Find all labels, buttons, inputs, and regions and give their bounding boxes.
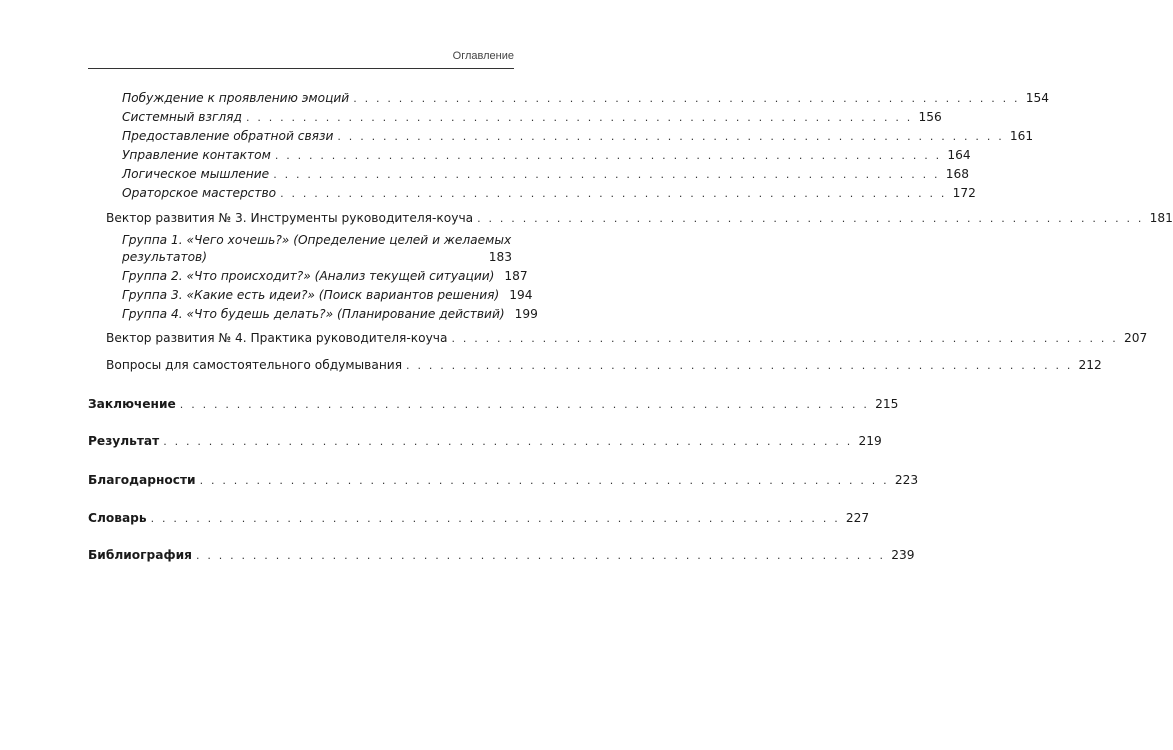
toc-entry-label: Ораторское мастерство — [122, 186, 277, 200]
toc-entry[interactable] — [88, 396, 899, 413]
toc-entry[interactable] — [122, 90, 1049, 107]
toc-page-number: 164 — [947, 148, 971, 162]
toc-entry-label: Заключение — [88, 397, 176, 411]
toc-entry-label: Группа 4. «Что будешь делать?» (Планирование действий) — [122, 307, 505, 321]
toc-entry[interactable] — [106, 357, 1102, 374]
toc-page-number: 227 — [845, 511, 870, 525]
toc-leader-dots: . . . . . . . . . . . . . . . . . . . . . . . . . . . . . . . . . . . . . . . . . . . . . . . . . . . . . . . . . . . . . — [199, 474, 889, 487]
toc-entry[interactable] — [122, 128, 1034, 145]
toc-page-number: 156 — [918, 110, 942, 124]
toc-leader-dots: . . . . . . . . . . . . . . . . . . . . . . . . . . . . . . . . . . . . . . . . . . . . . . . . . . . . . . . . . . . — [245, 111, 913, 124]
toc-entry-label: Управление контактом — [122, 148, 271, 162]
toc-entry[interactable] — [122, 268, 528, 285]
toc-page-number: 161 — [1009, 129, 1034, 143]
toc-entry[interactable] — [122, 306, 538, 323]
toc-entry-label-line1[interactable]: Группа 1. «Чего хочешь?» (Определение целей и желаемых — [122, 233, 512, 247]
toc-entry-label: результатов) — [122, 250, 207, 264]
toc-page-number: 172 — [952, 186, 976, 200]
toc-entry-label: Вектор развития № 3. Инструменты руководителя-коуча — [106, 211, 474, 225]
toc-entry[interactable] — [88, 433, 882, 450]
toc-page-number: 194 — [509, 288, 533, 302]
toc-page-number: 207 — [1123, 331, 1148, 345]
toc-leader-dots: . . . . . . . . . . . . . . . . . . . . . . . . . . . . . . . . . . . . . . . . . . . . . . . . . . . . . . . . . . . — [477, 212, 1144, 225]
toc-leader-dots: . . . . . . . . . . . . . . . . . . . . . . . . . . . . . . . . . . . . . . . . . . . . . . . . . . . . . . . . . . . — [451, 332, 1118, 345]
toc-leader-dots: . . . . . . . . . . . . . . . . . . . . . . . . . . . . . . . . . . . . . . . . . . . . . . . . . . . . . . . . . . . . . — [179, 398, 870, 411]
toc-page-number: 239 — [891, 548, 915, 562]
toc-page-number: 199 — [514, 307, 538, 321]
toc-entry[interactable] — [106, 210, 1173, 227]
toc-entry-label: Предоставление обратной связи — [122, 129, 334, 143]
toc-entry-label: Группа 2. «Что происходит?» (Анализ текущей ситуации) — [122, 269, 495, 283]
toc-entry[interactable] — [88, 547, 915, 564]
toc-entry-label: Словарь — [88, 511, 147, 525]
toc-leader-dots: . . . . . . . . . . . . . . . . . . . . . . . . . . . . . . . . . . . . . . . . . . . . . . . . . . . . . . . . . . . — [274, 149, 942, 162]
toc-leader-dots: . . . . . . . . . . . . . . . . . . . . . . . . . . . . . . . . . . . . . . . . . . . . . . . . . . . . . . . . . . . . . — [163, 435, 853, 448]
toc-entry[interactable] — [122, 185, 976, 202]
toc-entry[interactable] — [122, 109, 942, 126]
toc-entry-label: Благодарности — [88, 473, 196, 487]
toc-page-number: 219 — [858, 434, 882, 448]
toc-entry[interactable] — [122, 147, 971, 164]
header-rule — [88, 68, 514, 69]
toc-leader-dots: . . . . . . . . . . . . . . . . . . . . . . . . . . . . . . . . . . . . . . . . . . . . . . . . . . . . . . . . . . . — [406, 359, 1073, 372]
toc-leader-dots: . . . . . . . . . . . . . . . . . . . . . . . . . . . . . . . . . . . . . . . . . . . . . . . . . . . . . . . . . . . — [280, 187, 947, 200]
toc-leader-dots: . . . . . . . . . . . . . . . . . . . . . . . . . . . . . . . . . . . . . . . . . . . . . . . . . . . . . . . . . . . — [337, 130, 1004, 143]
toc-entry-label: Библиография — [88, 548, 192, 562]
toc-entry-label: Группа 3. «Какие есть идеи?» (Поиск вариантов решения) — [122, 288, 500, 302]
toc-page-number: 212 — [1078, 358, 1102, 372]
toc-entry-label: Результат — [88, 434, 160, 448]
toc-leader-dots: . . . . . . . . . . . . . . . . . . . . . . . . . . . . . . . . . . . . . . . . . . . . . . . . . . . . . . . . . . . — [353, 92, 1020, 105]
toc-entry-label: Логическое мышление — [122, 167, 270, 181]
toc-page-number: 215 — [875, 397, 899, 411]
toc-leader-dots: . . . . . . . . . . . . . . . . . . . . . . . . . . . . . . . . . . . . . . . . . . . . . . . . . . . . . . . . . . . . . — [150, 512, 840, 525]
running-header: Оглавление — [452, 50, 514, 62]
toc-page-number: 181 — [1149, 211, 1173, 225]
toc-entry[interactable] — [122, 287, 533, 304]
toc-page-number: 168 — [945, 167, 969, 181]
toc-entry[interactable] — [106, 330, 1148, 347]
toc-entry[interactable] — [122, 166, 969, 183]
toc-entry-label: Побуждение к проявлению эмоций — [122, 91, 350, 105]
toc-page-number: 187 — [504, 269, 528, 283]
toc-entry-label: Вектор развития № 4. Практика руководителя-коуча — [106, 331, 448, 345]
toc-entry[interactable] — [122, 249, 512, 266]
toc-page-number: 183 — [488, 250, 512, 264]
toc-leader-dots: . . . . . . . . . . . . . . . . . . . . . . . . . . . . . . . . . . . . . . . . . . . . . . . . . . . . . . . . . . . — [273, 168, 940, 181]
toc-entry-label: Вопросы для самостоятельного обдумывания — [106, 358, 403, 372]
toc-page-number: 223 — [894, 473, 919, 487]
toc-page-number: 154 — [1025, 91, 1049, 105]
toc-entry[interactable] — [88, 510, 870, 527]
toc-entry-label: Системный взгляд — [122, 110, 242, 124]
toc-entry[interactable] — [88, 472, 919, 489]
toc-leader-dots: . . . . . . . . . . . . . . . . . . . . . . . . . . . . . . . . . . . . . . . . . . . . . . . . . . . . . . . . . . . . . — [195, 549, 886, 562]
